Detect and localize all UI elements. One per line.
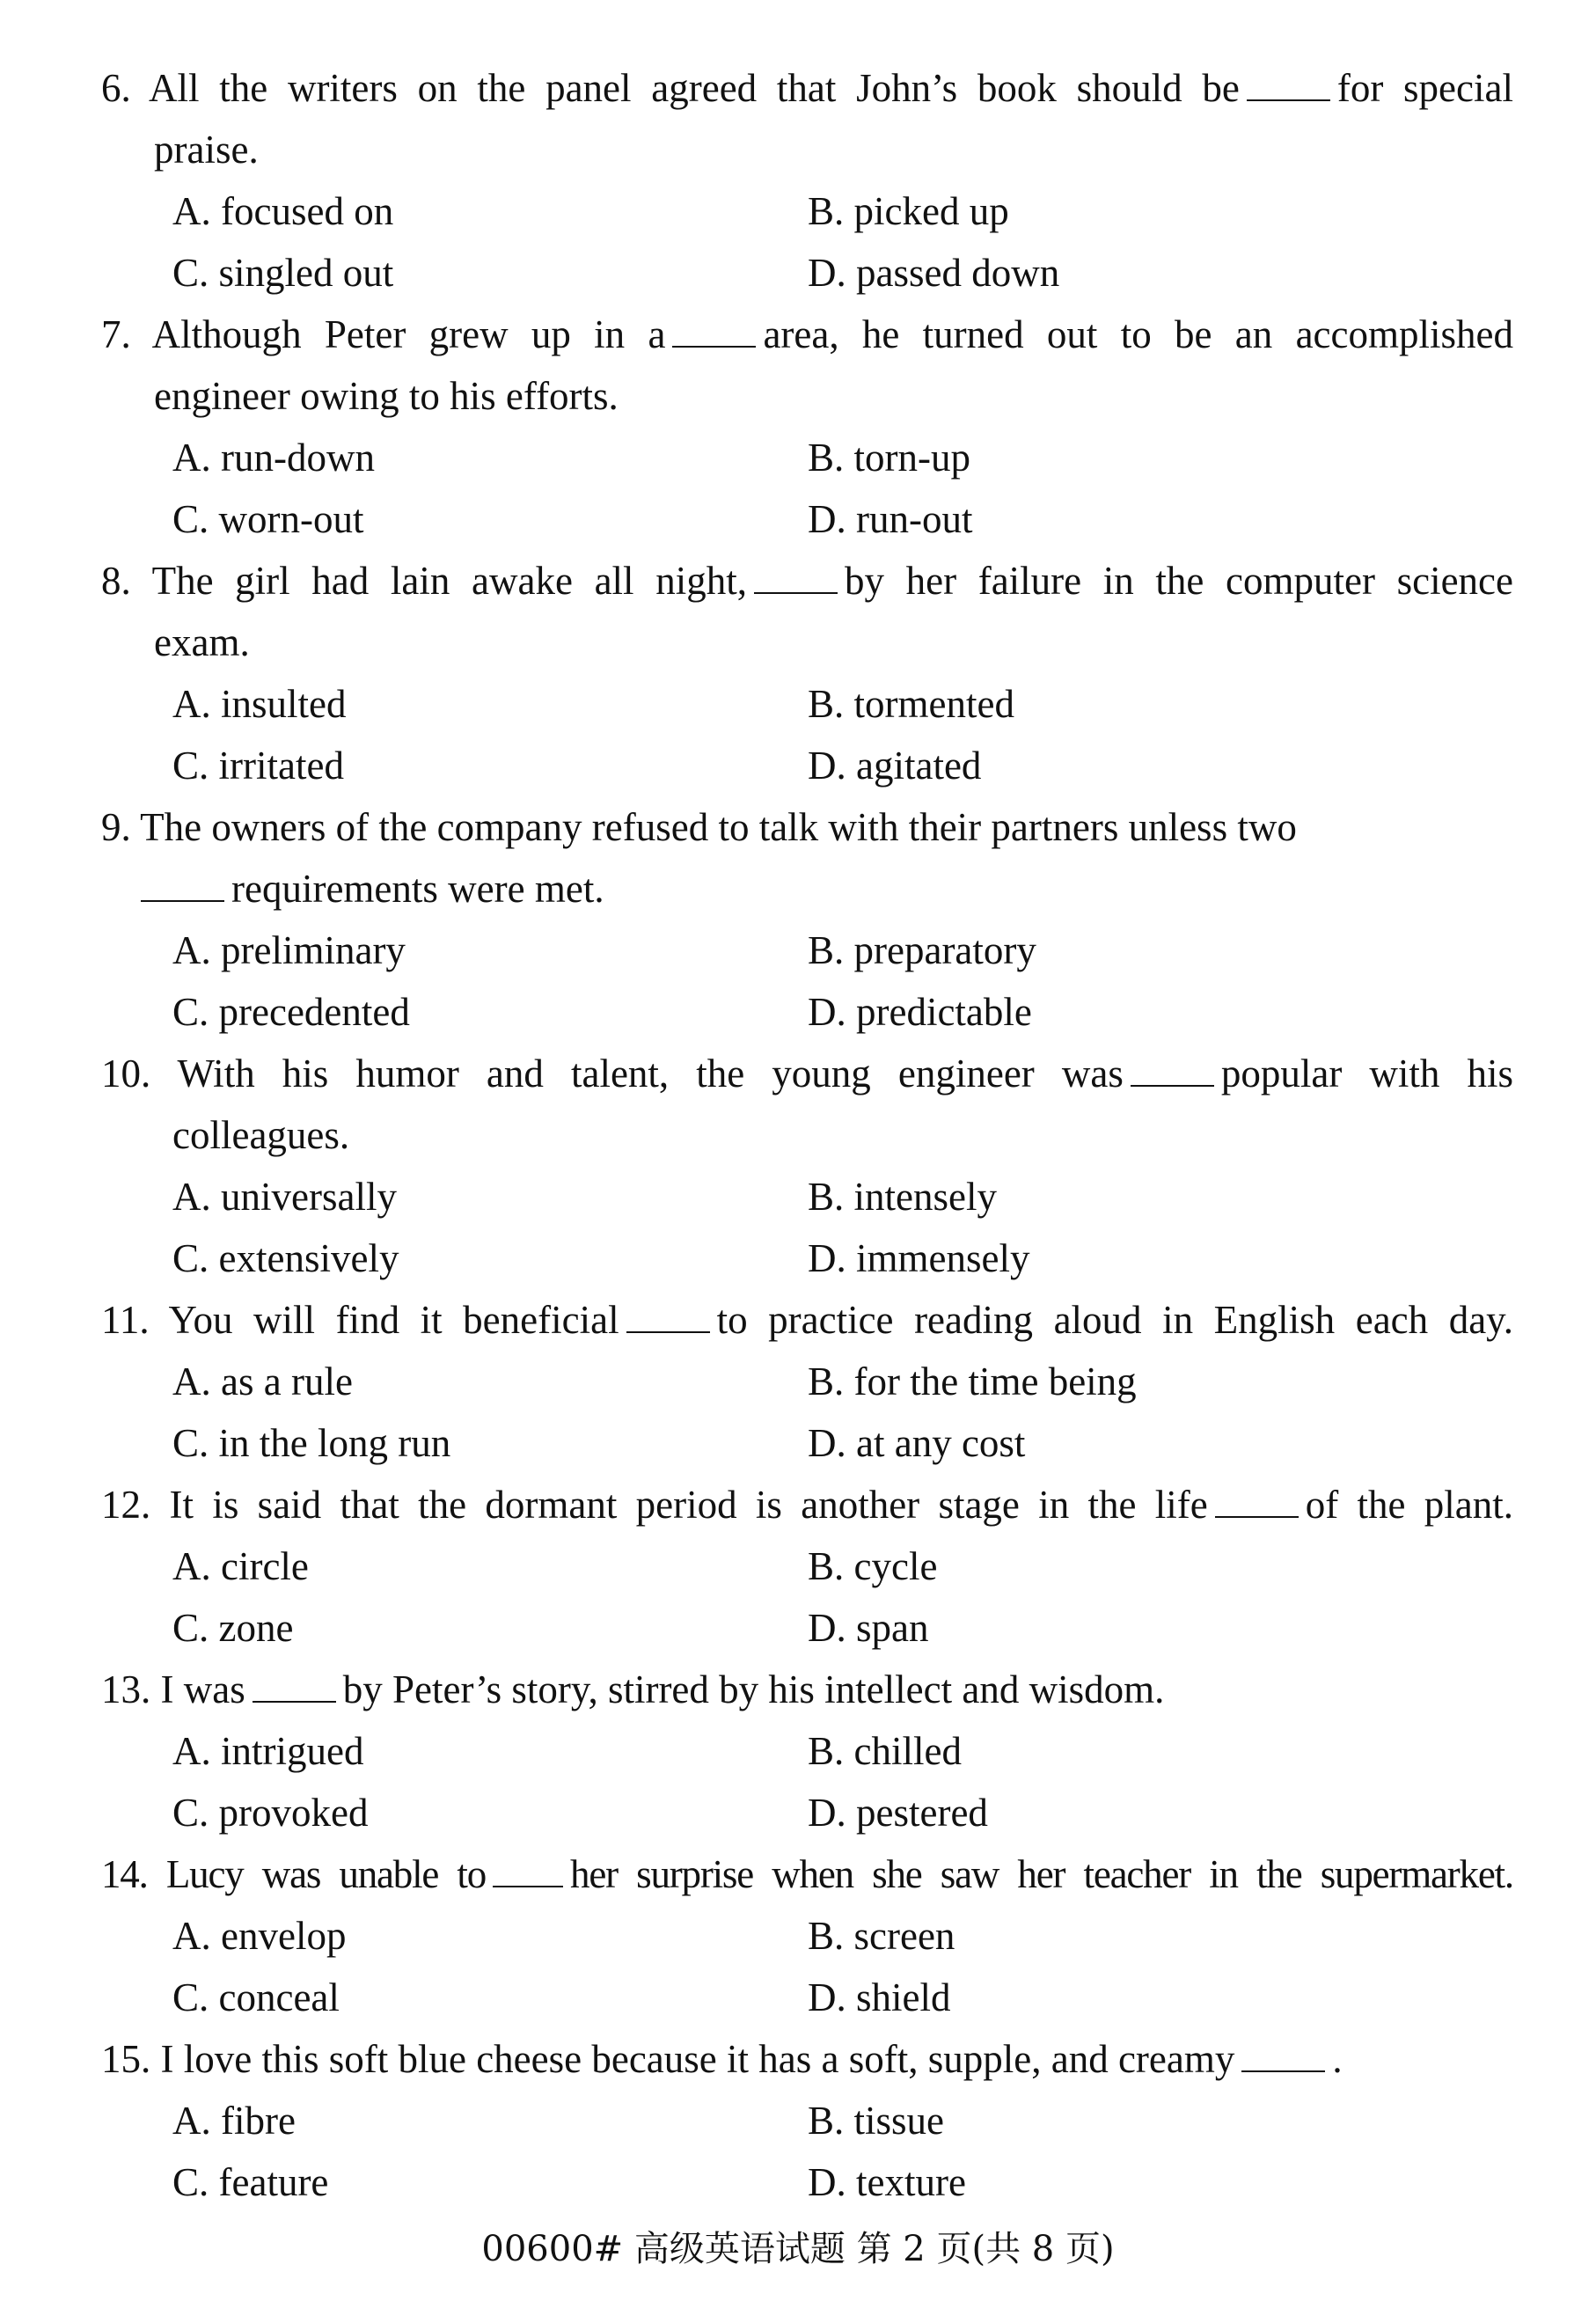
question-14-option-d: D. shield (808, 1975, 951, 2019)
question-9-stem: 9. The owners of the company refused to talk with their partners unless two (101, 805, 1297, 849)
question-7-stem-cont: engineer owing to his efforts. (154, 374, 619, 418)
question-10-stem: 10. With his humor and talent, the young engineer was popular with his (101, 1052, 1513, 1096)
answer-blank (1241, 2037, 1325, 2072)
question-13-stem: 13. I was by Peter’s story, stirred by his intellect and wisdom. (101, 1667, 1165, 1711)
question-13-option-b: B. chilled (808, 1729, 962, 1773)
question-12-stem: 12. It is said that the dormant period is another stage in the life of the plant. (101, 1483, 1513, 1527)
question-12-option-b: B. cycle (808, 1544, 938, 1588)
question-6-stem-cont: praise. (154, 128, 259, 172)
question-6-option-a: A. focused on (172, 189, 394, 233)
answer-blank (253, 1667, 336, 1703)
question-9-option-a: A. preliminary (172, 928, 406, 972)
question-8-option-b: B. tormented (808, 682, 1014, 726)
question-14-stem: 14. Lucy was unable to her surprise when she saw her teacher in the supermarket. (101, 1852, 1513, 1896)
question-10-option-d: D. immensely (808, 1236, 1030, 1280)
question-11-option-c: C. in the long run (172, 1421, 451, 1465)
answer-blank (1215, 1483, 1299, 1518)
question-10-option-b: B. intensely (808, 1175, 997, 1219)
question-15-option-b: B. tissue (808, 2099, 945, 2143)
question-12-option-c: C. zone (172, 1606, 294, 1650)
question-10-option-a: A. universally (172, 1175, 397, 1219)
question-11-stem: 11. You will find it beneficial to practice reading aloud in English each day. (101, 1298, 1513, 1342)
answer-blank (626, 1298, 710, 1333)
answer-blank (754, 559, 838, 594)
question-9-option-b: B. preparatory (808, 928, 1036, 972)
answer-blank (1247, 66, 1330, 101)
question-7-stem: 7. Although Peter grew up in a area, he turned out to be an accomplished (101, 312, 1513, 356)
question-8-option-a: A. insulted (172, 682, 347, 726)
question-7-option-d: D. run-out (808, 497, 973, 541)
question-6-stem: 6. All the writers on the panel agreed that John’s book should be for special (101, 66, 1513, 110)
question-6-option-c: C. singled out (172, 251, 394, 295)
question-13-option-a: A. intrigued (172, 1729, 364, 1773)
question-9-option-c: C. precedented (172, 990, 410, 1034)
question-8-option-d: D. agitated (808, 744, 982, 788)
question-14-option-b: B. screen (808, 1914, 955, 1958)
question-10-stem-cont: colleagues. (172, 1113, 350, 1157)
question-7-option-a: A. run-down (172, 436, 375, 480)
question-13-option-c: C. provoked (172, 1791, 369, 1835)
question-11-option-b: B. for the time being (808, 1359, 1137, 1403)
question-13-option-d: D. pestered (808, 1791, 988, 1835)
question-8-stem-cont: exam. (154, 620, 250, 664)
question-7-option-c: C. worn-out (172, 497, 364, 541)
question-14-option-c: C. conceal (172, 1975, 340, 2019)
question-11-option-d: D. at any cost (808, 1421, 1026, 1465)
question-9-stem-cont: requirements were met. (141, 864, 604, 913)
question-6-option-b: B. picked up (808, 189, 1009, 233)
question-14-option-a: A. envelop (172, 1914, 347, 1958)
question-10-option-c: C. extensively (172, 1236, 399, 1280)
question-9-option-d: D. predictable (808, 990, 1032, 1034)
question-8-stem: 8. The girl had lain awake all night, by her failure in the computer science (101, 559, 1514, 603)
answer-blank (141, 867, 224, 902)
answer-blank (672, 312, 756, 348)
question-6-option-d: D. passed down (808, 251, 1060, 295)
question-8-option-c: C. irritated (172, 744, 344, 788)
question-12-option-a: A. circle (172, 1544, 309, 1588)
question-11-option-a: A. as a rule (172, 1359, 353, 1403)
question-7-option-b: B. torn-up (808, 436, 970, 480)
question-15-option-c: C. feature (172, 2160, 329, 2204)
answer-blank (493, 1852, 563, 1887)
question-15-stem: 15. I love this soft blue cheese because it has a soft, supple, and creamy . (101, 2037, 1343, 2081)
answer-blank (1131, 1052, 1214, 1087)
page-footer: 00600# 高级英语试题 第 2 页(共 8 页) (481, 2229, 1115, 2269)
question-15-option-a: A. fibre (172, 2099, 296, 2143)
question-12-option-d: D. span (808, 1606, 929, 1650)
question-15-option-d: D. texture (808, 2160, 966, 2204)
